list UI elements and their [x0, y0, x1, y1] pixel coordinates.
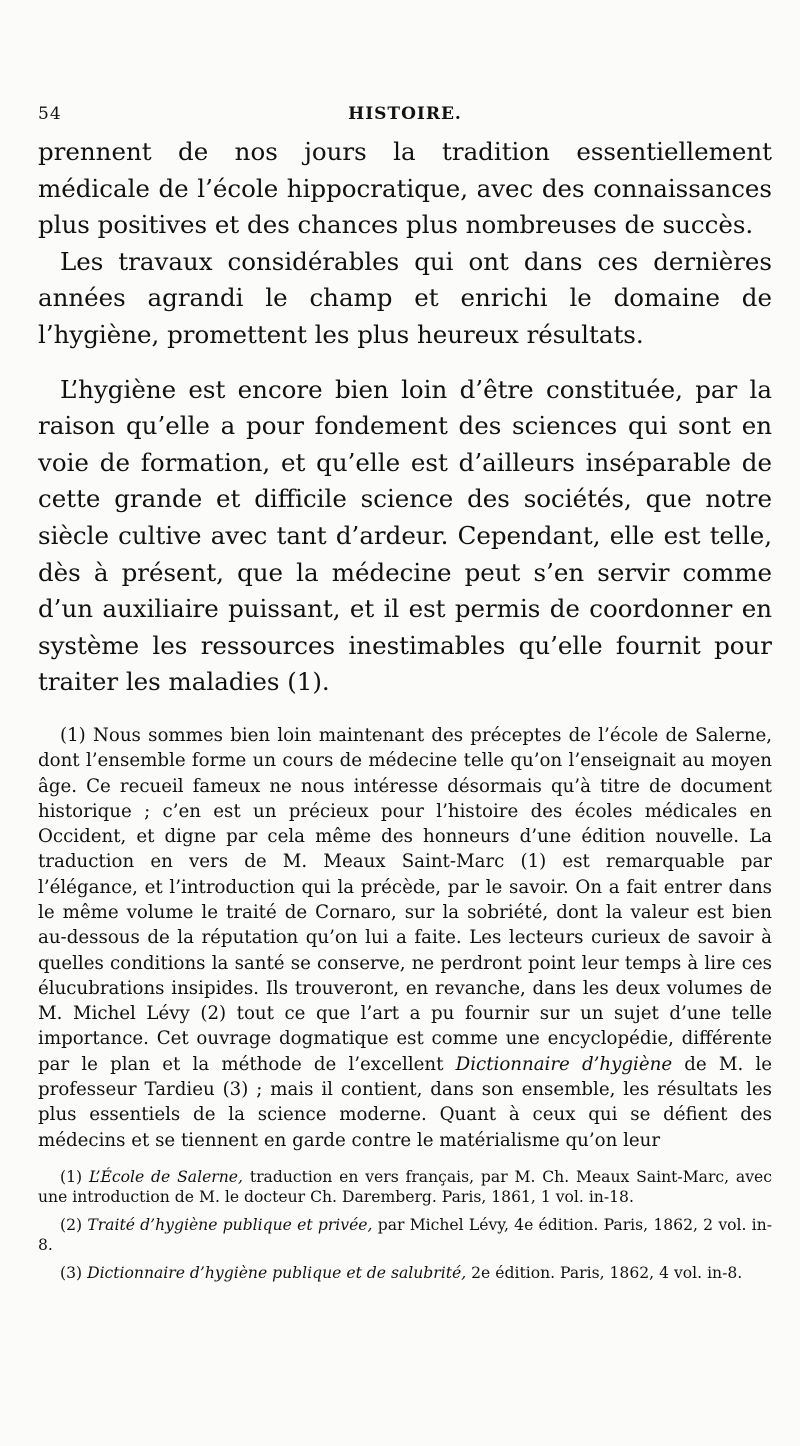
footnote-text: 2e édition. Paris, 1862, 4 vol. in-8. — [471, 1263, 743, 1282]
note-italic-title: Dictionnaire d’hygiène — [455, 1053, 673, 1075]
main-text — [38, 134, 772, 701]
footnote-title: L’École de Salerne, — [88, 1167, 243, 1186]
body-paragraph: prennent de nos jours la tradition essentiellement médicale de l’école hippocratique, avec des connaissances plus positives et des chances plus nombreuses de succès. — [38, 137, 772, 240]
footnote — [38, 1167, 772, 1207]
note-text: de M. le professeur Tardieu (3) ; mais il contient, dans son ensemble, les résultats les plus essentiels de la science moderne. Quant à ceux qui se défient des médecins et se tiennent en garde contre le matérialisme qu’on leur — [38, 1053, 772, 1151]
footnote — [38, 1263, 772, 1283]
footnote-marker: (2) — [60, 1215, 83, 1234]
footnote-title: Dictionnaire d’hygiène publique et de salubrité, — [87, 1263, 467, 1282]
running-title: HISTOIRE. — [348, 104, 462, 124]
body-paragraph: L’hygiène est encore bien loin d’être constituée, par la raison qu’elle a pour fondement des sciences qui sont en voie de formation, et qu’elle est d’ailleurs inséparable de cette grande et difficile science des sociétés, que notre siècle cultive avec tant d’ardeur. Cependant, elle est telle, dès à présent, que la médecine peut s’en servir comme d’un auxiliaire puissant, et il est permis de coordonner en système les ressources inestimables qu’elle fournit pour traiter les maladies (1). — [38, 374, 772, 697]
footnote — [38, 1215, 772, 1255]
footnote-text: par Michel Lévy, 4e édition. Paris, 1862, 2 vol. in-8. — [38, 1215, 772, 1254]
main-note — [38, 723, 772, 1153]
footnote-text: traduction en vers français, par M. Ch. Meaux Saint-Marc, avec une introduction de M. le docteur Ch. Daremberg. Paris, 1861, 1 vol. in-18. — [38, 1167, 773, 1206]
running-head — [38, 100, 772, 134]
page-number: 54 — [38, 104, 62, 124]
footnotes — [38, 1167, 772, 1283]
footnote-title: Traité d’hygiène publique et privée, — [87, 1215, 373, 1234]
note-paragraph — [38, 723, 772, 1153]
footnote-marker: (3) — [60, 1263, 83, 1282]
book-page — [38, 100, 772, 1291]
body-paragraph: Les travaux considérables qui ont dans ces dernières années agrandi le champ et enrichi le domaine de l’hygiène, promettent les plus heureux résultats. — [38, 246, 772, 349]
footnote-marker: (1) — [60, 1167, 83, 1186]
note-text: (1) Nous sommes bien loin maintenant des préceptes de l’école de Salerne, dont l’ensemble forme un cours de médecine telle qu’on l’enseignait au moyen âge. Ce recueil fameux ne nous intéresse désormais qu’à titre de document historique ; c’en est un précieux pour l’histoire des écoles médicales en Occident, et digne par cela même des honneurs d’une édition nouvelle. La traduction en vers de M. Meaux Saint-Marc (1) est remarquable par l’élégance, et l’introduction qui la précède, par le savoir. On a fait entrer dans le même volume le traité de Cornaro, sur la sobriété, dont la valeur est bien au-dessous de la réputation qu’on lui a faite. Les lecteurs curieux de savoir à quelles conditions la santé se conserve, ne perdront point leur temps à lire ces élucubrations insipides. Ils trouveront, en revanche, dans les deux volumes de M. Michel Lévy (2) tout ce que l’art a pu fournir sur un sujet d’une telle importance. Cet ouvrage dogmatique est comme une encyclopédie, différente par le plan et la méthode de l’excellent — [38, 724, 772, 1075]
